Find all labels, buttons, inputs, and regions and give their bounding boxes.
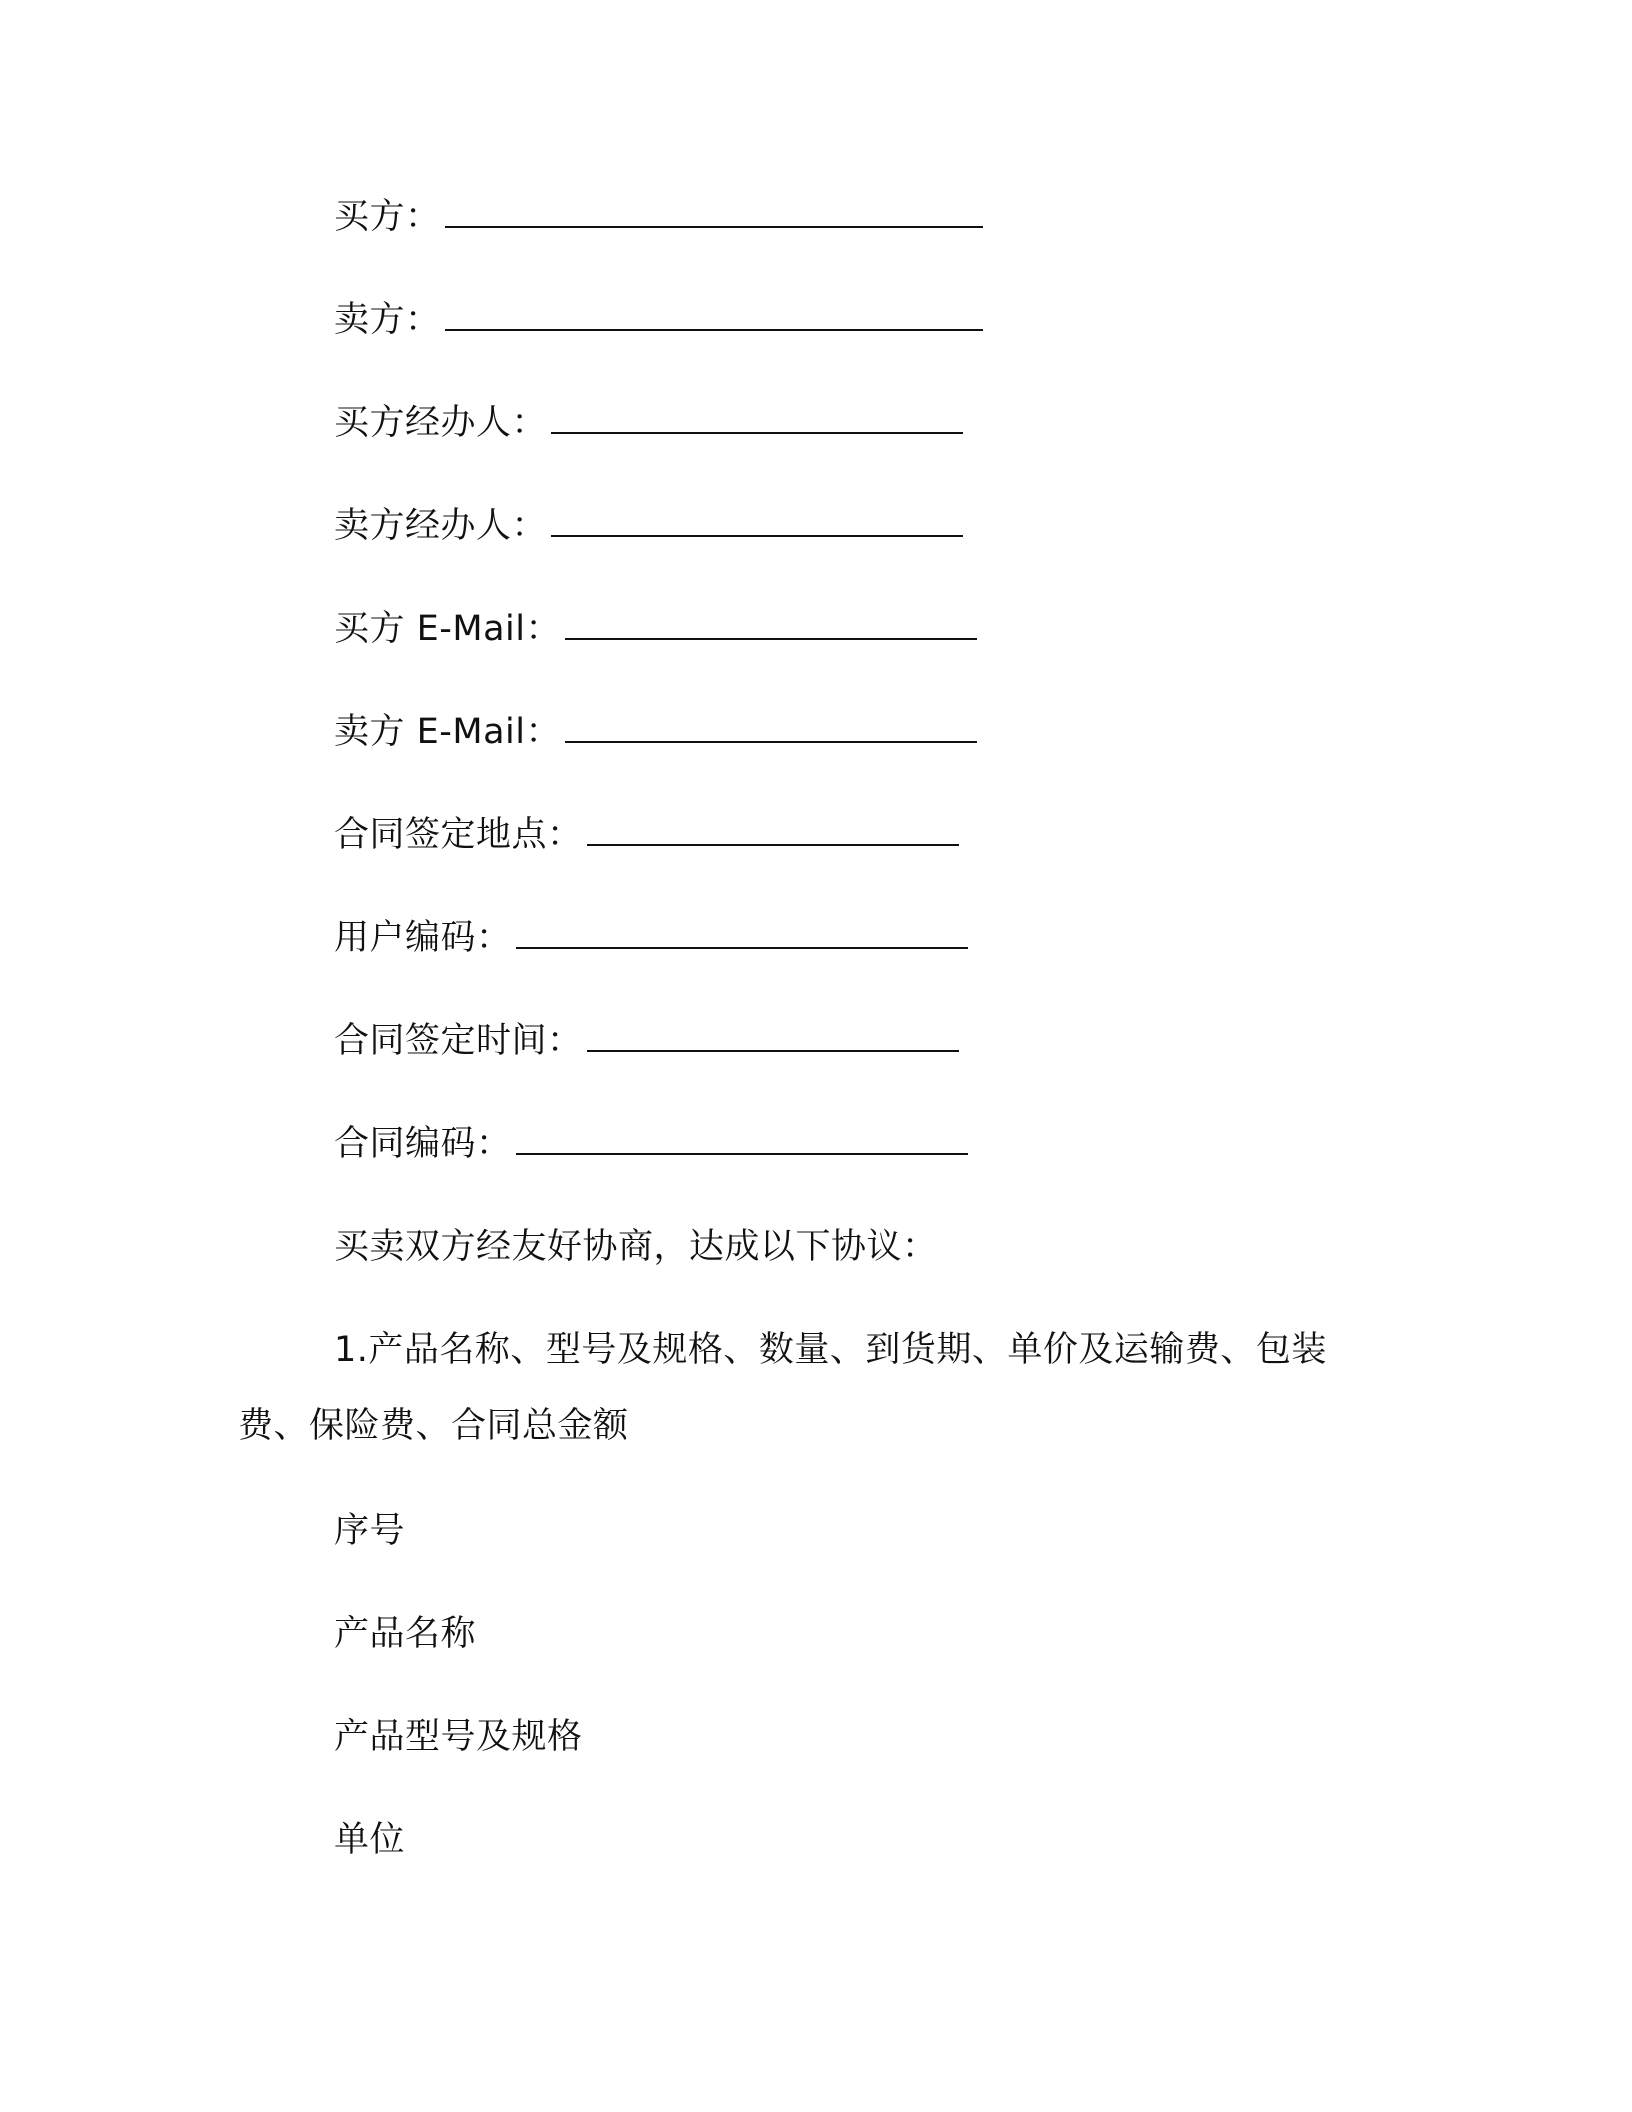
contract-code-field [334, 1121, 968, 1167]
table-header-unit: 单位 [334, 1820, 406, 1860]
table-header-serial: 序号 [334, 1511, 406, 1551]
clause-1-paragraph [238, 1327, 1378, 1449]
signing-time-field [334, 1018, 959, 1064]
signing-time-blank[interactable] [587, 1020, 959, 1052]
user-code-blank[interactable] [516, 917, 968, 949]
buyer-agent-label: 买方经办人： [334, 403, 548, 443]
buyer-label: 买方： [334, 197, 441, 237]
table-header-model-spec: 产品型号及规格 [334, 1717, 583, 1757]
buyer-agent-field [334, 400, 963, 446]
seller-agent-blank[interactable] [551, 505, 963, 537]
table-header-product-name: 产品名称 [334, 1614, 477, 1654]
seller-email-field [334, 709, 977, 755]
seller-agent-field [334, 503, 963, 549]
buyer-email-label: 买方 E-Mail： [334, 609, 561, 649]
seller-field [334, 297, 983, 343]
buyer-email-field [334, 606, 977, 652]
user-code-field [334, 915, 968, 961]
seller-agent-label: 卖方经办人： [334, 506, 548, 546]
buyer-field [334, 194, 983, 240]
signing-place-field [334, 812, 959, 858]
seller-email-blank[interactable] [565, 711, 977, 743]
buyer-blank[interactable] [445, 196, 983, 228]
clause-1-line-1: 1.产品名称、型号及规格、数量、到货期、单价及运输费、包装 [334, 1330, 1327, 1370]
buyer-email-blank[interactable] [565, 608, 977, 640]
signing-time-label: 合同签定时间： [334, 1021, 583, 1061]
signing-place-blank[interactable] [587, 814, 959, 846]
buyer-agent-blank[interactable] [551, 402, 963, 434]
seller-email-label: 卖方 E-Mail： [334, 712, 561, 752]
seller-label: 卖方： [334, 300, 441, 340]
contract-code-label: 合同编码： [334, 1124, 512, 1164]
seller-blank[interactable] [445, 299, 983, 331]
intro-paragraph: 买卖双方经友好协商，达成以下协议： [334, 1227, 938, 1267]
signing-place-label: 合同签定地点： [334, 815, 583, 855]
clause-1-line-2: 费、保险费、合同总金额 [238, 1406, 629, 1446]
contract-code-blank[interactable] [516, 1123, 968, 1155]
user-code-label: 用户编码： [334, 918, 512, 958]
